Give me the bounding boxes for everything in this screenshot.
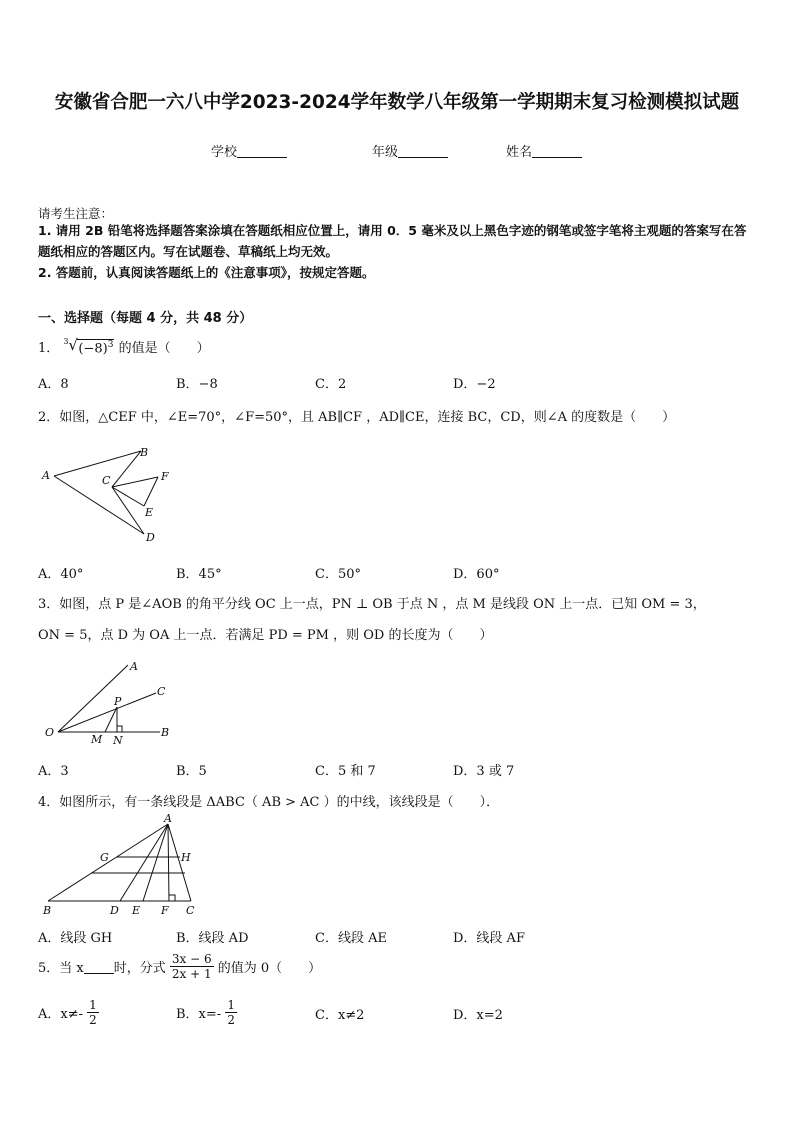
q1-option-c[interactable]: C．2: [315, 377, 347, 392]
q2-option-c[interactable]: C．50°: [315, 567, 361, 582]
q5-option-a-prefix: A．x≠-: [38, 1007, 84, 1022]
q1-tail: 的值是（ ）: [118, 341, 210, 356]
q4-option-b[interactable]: B．线段 AD: [176, 931, 249, 946]
notice-item-2: 2. 答题前，认真阅读答题纸上的《注意事项》，按规定答题。: [38, 265, 375, 280]
question-5: [38, 952, 321, 981]
q2-option-a[interactable]: A．40°: [38, 567, 84, 582]
q5-option-b-prefix: B．x=-: [176, 1007, 222, 1022]
q4-right-angle-mark: [169, 895, 175, 901]
notice-heading: 请考生注意：: [38, 206, 114, 221]
q5-blank: [84, 959, 114, 974]
q5-fraction: [170, 952, 214, 981]
grade-field: [372, 141, 448, 160]
q3-label-b: B: [161, 726, 170, 739]
q3-label-c: C: [157, 685, 166, 698]
q1-radical-index: 3: [63, 336, 69, 346]
q2-segment-cd: [112, 487, 144, 534]
q4-option-d[interactable]: D．线段 AF: [453, 931, 525, 946]
q2-segment-ab: [54, 451, 141, 476]
q1-radical: [63, 335, 114, 356]
q2-label-a: A: [42, 469, 50, 482]
q2-label-c: C: [102, 474, 111, 487]
q4-segment-af: [168, 824, 169, 901]
q2-figure: [38, 440, 178, 550]
q4-label-f: F: [161, 904, 169, 917]
q5-option-b-numerator: 1: [227, 998, 235, 1012]
section-heading: 一、选择题（每题 4 分，共 48 分）: [38, 311, 253, 326]
name-label: 姓名: [506, 145, 533, 160]
q5-option-a[interactable]: [38, 998, 99, 1027]
q5-mid: 时，分式: [113, 961, 166, 976]
grade-label: 年级: [372, 145, 399, 160]
q4-label-b: B: [43, 904, 52, 917]
q3-label-p: P: [114, 695, 122, 708]
page-title: 安徽省合肥一六八中学2023-2024学年数学八年级第一学期期末复习检测模拟试题: [54, 92, 740, 113]
question-2: 2．如图，△CEF 中，∠E=70°，∠F=50°，且 AB∥CF ，AD∥CE，连接 BC，CD，则∠A 的度数是（ ）: [38, 410, 676, 425]
q2-label-f: F: [161, 470, 169, 483]
q1-option-d[interactable]: D．−2: [453, 377, 496, 392]
q4-option-c[interactable]: C．线段 AE: [315, 931, 387, 946]
question-3-line-2: ON = 5，点 D 为 OA 上一点．若满足 PD = PM ，则 OD 的长度为（ ）: [38, 628, 493, 643]
grade-blank: [398, 144, 448, 158]
q3-label-a: A: [130, 660, 138, 673]
q3-figure: [38, 655, 183, 750]
q2-option-b[interactable]: B．45°: [176, 567, 222, 582]
q3-option-a[interactable]: A．3: [38, 764, 69, 779]
question-3-line-1: 3．如图，点 P 是∠AOB 的角平分线 OC 上一点，PN ⊥ OB 于点 N ，点 M 是线段 ON 上一点．已知 OM = 3，: [38, 597, 706, 612]
q3-option-d[interactable]: D．3 或 7: [453, 764, 515, 779]
school-label: 学校: [211, 145, 238, 160]
name-blank: [532, 144, 582, 158]
q4-segment-ae: [143, 824, 168, 901]
q5-option-a-denominator: 2: [89, 1013, 97, 1027]
q5-option-d[interactable]: D．x=2: [453, 1008, 503, 1023]
q5-prefix: 5．当 x: [38, 961, 84, 976]
q3-label-m: M: [91, 733, 103, 746]
q2-segment-fe: [144, 477, 158, 506]
name-field: [506, 141, 582, 160]
q2-label-b: B: [140, 446, 149, 459]
q4-label-g: G: [100, 851, 109, 864]
q3-label-o: O: [45, 726, 55, 739]
q1-radicand: (−8): [78, 341, 108, 356]
q3-ray-oc: [58, 693, 156, 732]
q4-option-a[interactable]: A．线段 GH: [38, 931, 113, 946]
q5-option-c[interactable]: C．x≠2: [315, 1008, 365, 1023]
q4-label-e: E: [132, 904, 141, 917]
school-field: [211, 141, 287, 160]
q5-denominator: 2x + 1: [171, 967, 212, 981]
q2-label-d: D: [146, 531, 155, 544]
q3-label-n: N: [113, 734, 123, 747]
q4-label-d: D: [110, 904, 119, 917]
radical-sign-icon: √: [68, 335, 78, 354]
q5-tail: 的值为 0（ ）: [217, 961, 322, 976]
q5-option-b-fraction: [225, 998, 237, 1027]
q2-option-d[interactable]: D．60°: [453, 567, 500, 582]
q1-option-a[interactable]: A．8: [38, 377, 69, 392]
notice-item-1: 1. 请用 2B 铅笔将选择题答案涂填在答题纸相应位置上，请用 0．5 毫米及以上黑色字迹的钢笔或签字笔将主观题的答案写在答题纸相应的答题区内。写在试题卷、草稿纸上均无效。: [38, 223, 747, 259]
q4-segment-ad: [120, 824, 168, 901]
q2-segment-ce: [112, 487, 144, 506]
q5-option-b[interactable]: [176, 998, 237, 1027]
question-4: 4．如图所示，有一条线段是 ΔABC（ AB > AC ）的中线，该线段是（ ）．: [38, 795, 500, 810]
q4-label-h: H: [181, 851, 191, 864]
q3-option-c[interactable]: C．5 和 7: [315, 764, 376, 779]
q2-label-e: E: [145, 506, 154, 519]
q1-exponent: 3: [107, 339, 114, 350]
q5-option-b-denominator: 2: [227, 1013, 235, 1027]
q4-label-c: C: [186, 904, 195, 917]
q5-option-a-numerator: 1: [89, 998, 97, 1012]
q3-right-angle-mark: [117, 726, 122, 732]
q4-figure: [38, 812, 208, 922]
q3-option-b[interactable]: B．5: [176, 764, 207, 779]
q4-label-a: A: [164, 812, 172, 825]
question-1: [38, 337, 210, 356]
q2-segment-ad: [54, 476, 144, 534]
school-blank: [237, 144, 287, 158]
q5-numerator: 3x − 6: [171, 952, 212, 966]
q1-option-b[interactable]: B．−8: [176, 377, 218, 392]
q1-number: 1．: [38, 341, 60, 356]
q5-option-a-fraction: [87, 998, 99, 1027]
